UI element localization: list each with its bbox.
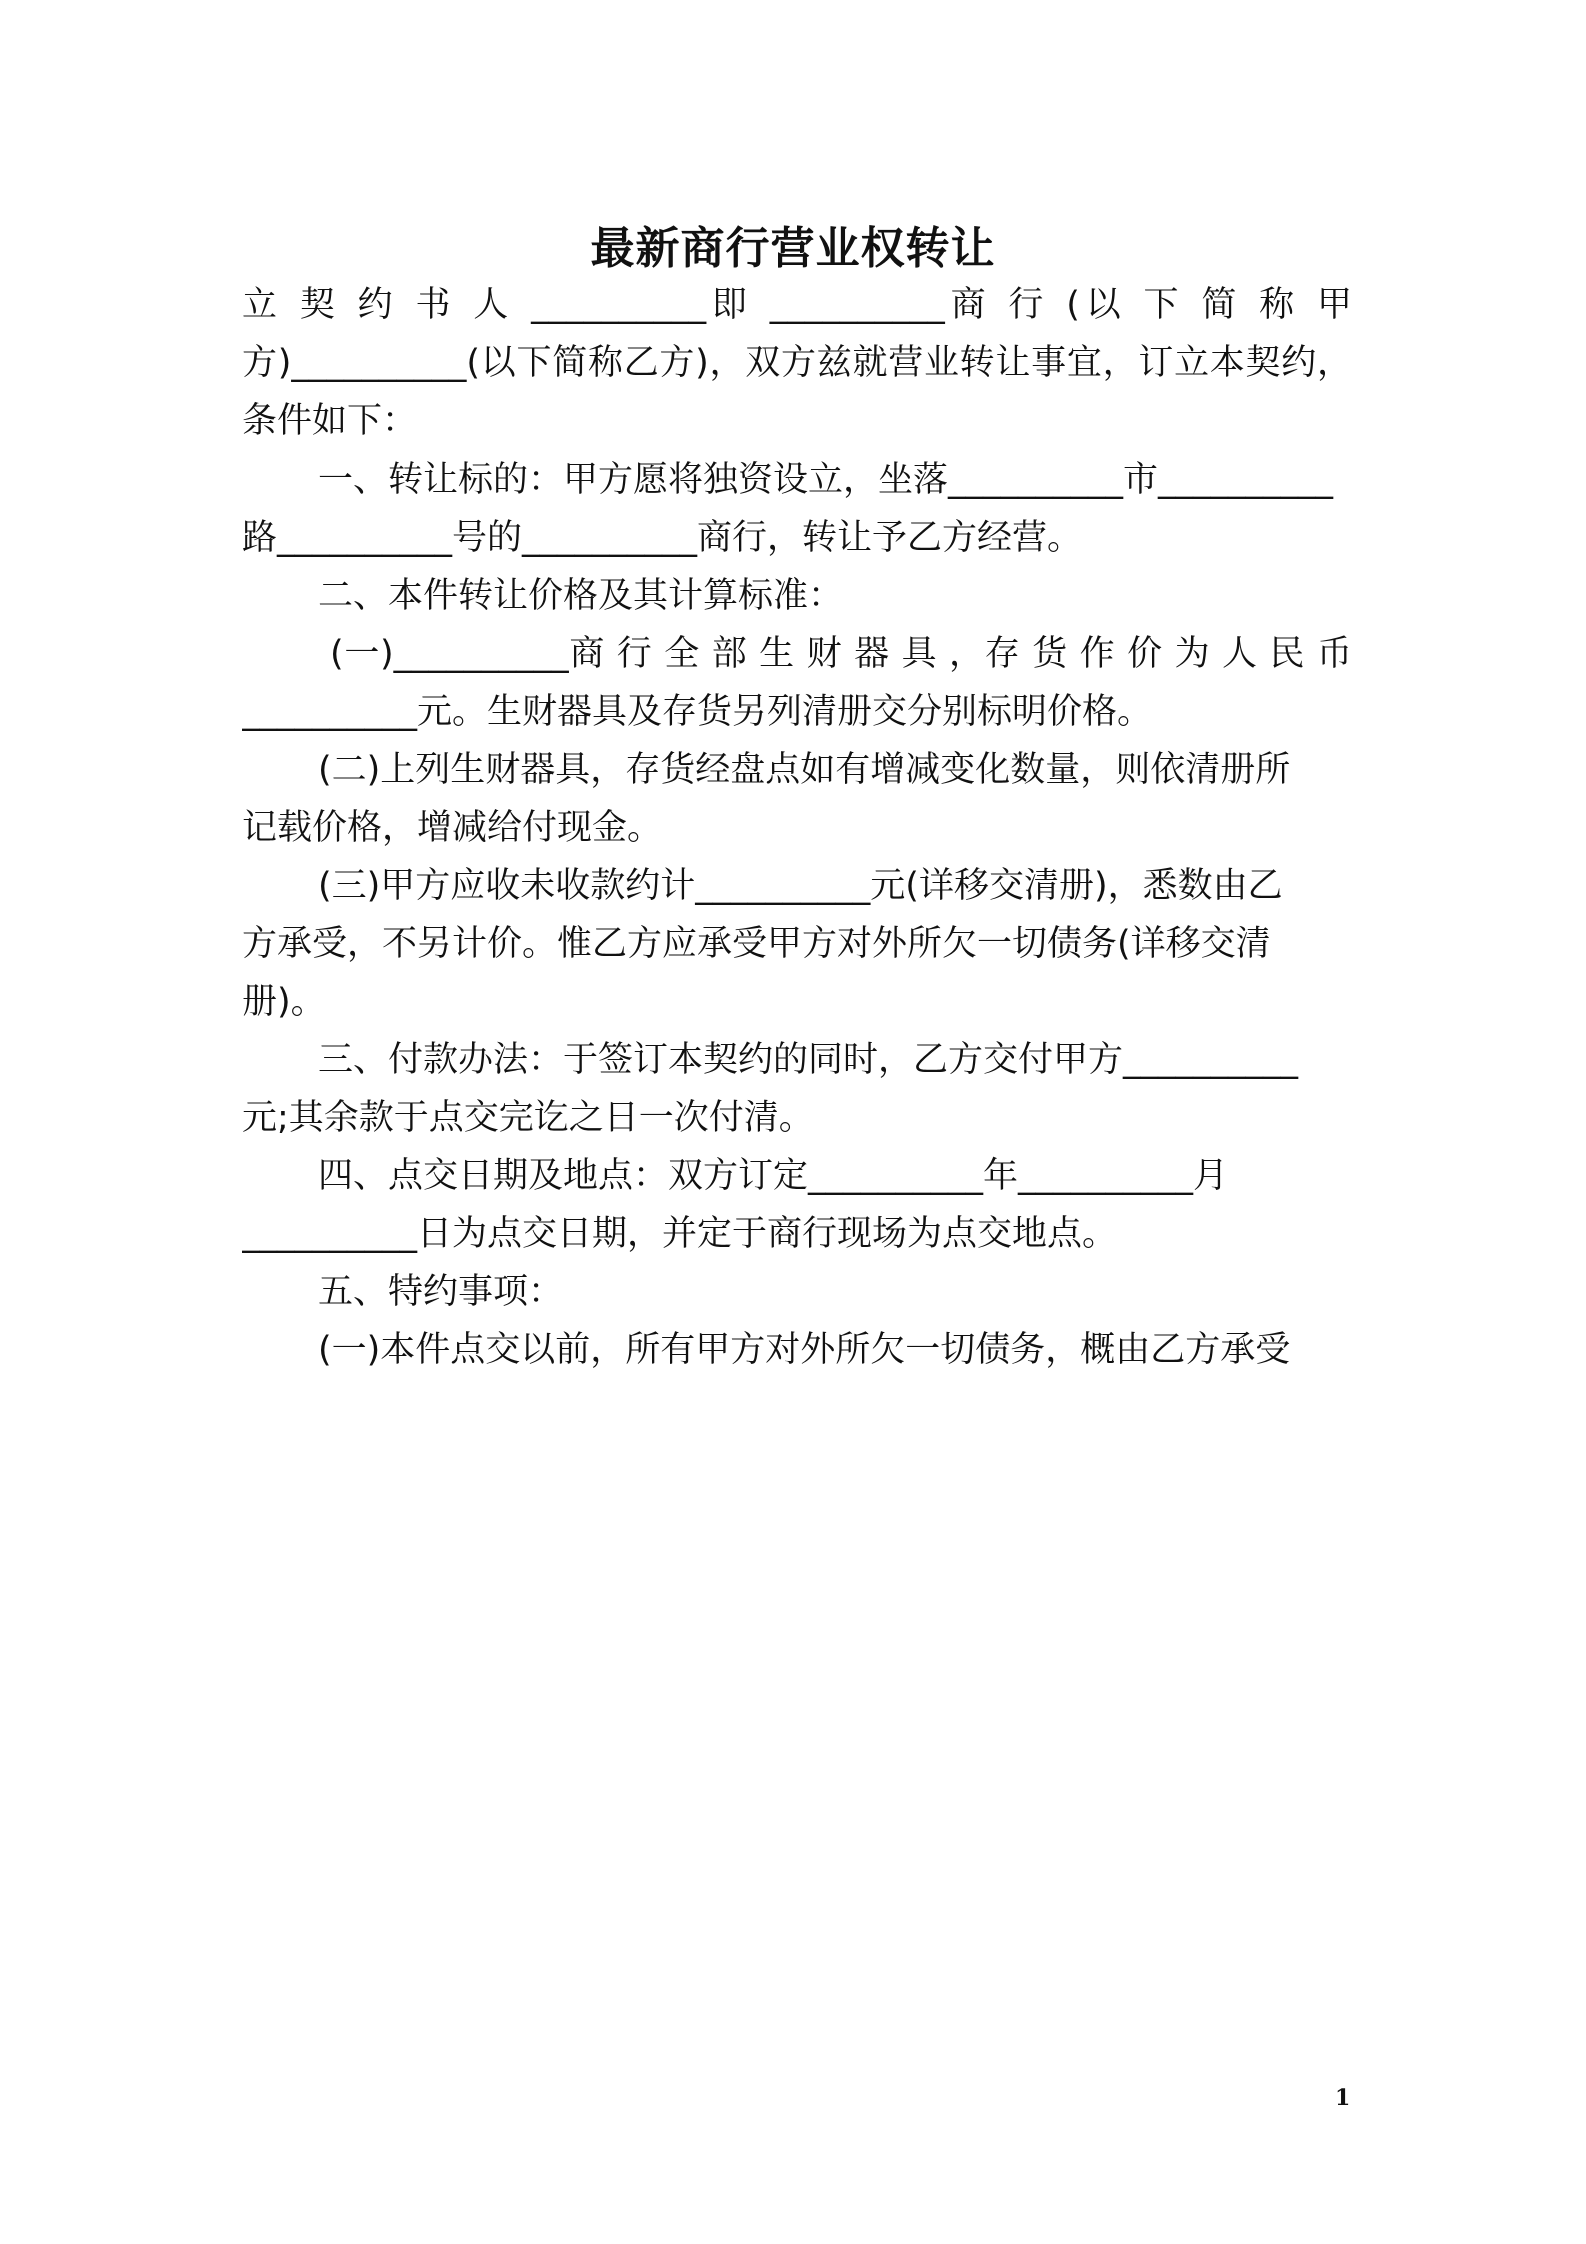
paragraph-line: 立 契 约 书 人 __________即 __________商 行 (以 下 简 称 甲 xyxy=(242,285,1352,325)
paragraph-line: __________日为点交日期，并定于商行现场为点交地点。 xyxy=(242,1214,1118,1254)
paragraph-line: (二)上列生财器具，存货经盘点如有增减变化数量，则依清册所 xyxy=(318,750,1291,790)
paragraph-line: 元;其余款于点交完讫之日一次付清。 xyxy=(242,1098,814,1138)
document-title: 最新商行营业权转让 xyxy=(590,223,996,274)
paragraph-line: 一、转让标的：甲方愿将独资设立，坐落__________市__________ xyxy=(318,460,1334,500)
paragraph-line: 册)。 xyxy=(242,982,326,1022)
paragraph-line: 路__________号的__________商行，转让予乙方经营。 xyxy=(242,518,1083,558)
paragraph-line: 条件如下： xyxy=(242,401,418,441)
paragraph-line: 二、本件转让价格及其计算标准： xyxy=(318,576,844,616)
paragraph-line: 五、特约事项： xyxy=(318,1272,564,1312)
paragraph-line: 记载价格，增减给付现金。 xyxy=(242,808,663,848)
page-number: 1 xyxy=(1335,2085,1351,2111)
paragraph-line: (三)甲方应收未收款约计__________元(详移交清册)，悉数由乙 xyxy=(318,866,1283,906)
paragraph-line: 四、点交日期及地点：双方订定__________年__________月 xyxy=(318,1156,1229,1196)
paragraph-line: 方承受，不另计价。惟乙方应承受甲方对外所欠一切债务(详移交清 xyxy=(242,924,1271,964)
paragraph-line: (一)本件点交以前，所有甲方对外所欠一切债务，概由乙方承受 xyxy=(318,1330,1291,1370)
paragraph-line: 三、付款办法：于签订本契约的同时，乙方交付甲方__________ xyxy=(318,1040,1299,1080)
paragraph-line: __________元。生财器具及存货另列清册交分别标明价格。 xyxy=(242,692,1153,732)
paragraph-line: (一)__________商 行 全 部 生 财 器 具 ，存 货 作 价 为 人 民 币 xyxy=(330,634,1352,674)
paragraph-line: 方)__________(以下简称乙方)，双方兹就营业转让事宜，订立本契约， xyxy=(242,343,1352,383)
